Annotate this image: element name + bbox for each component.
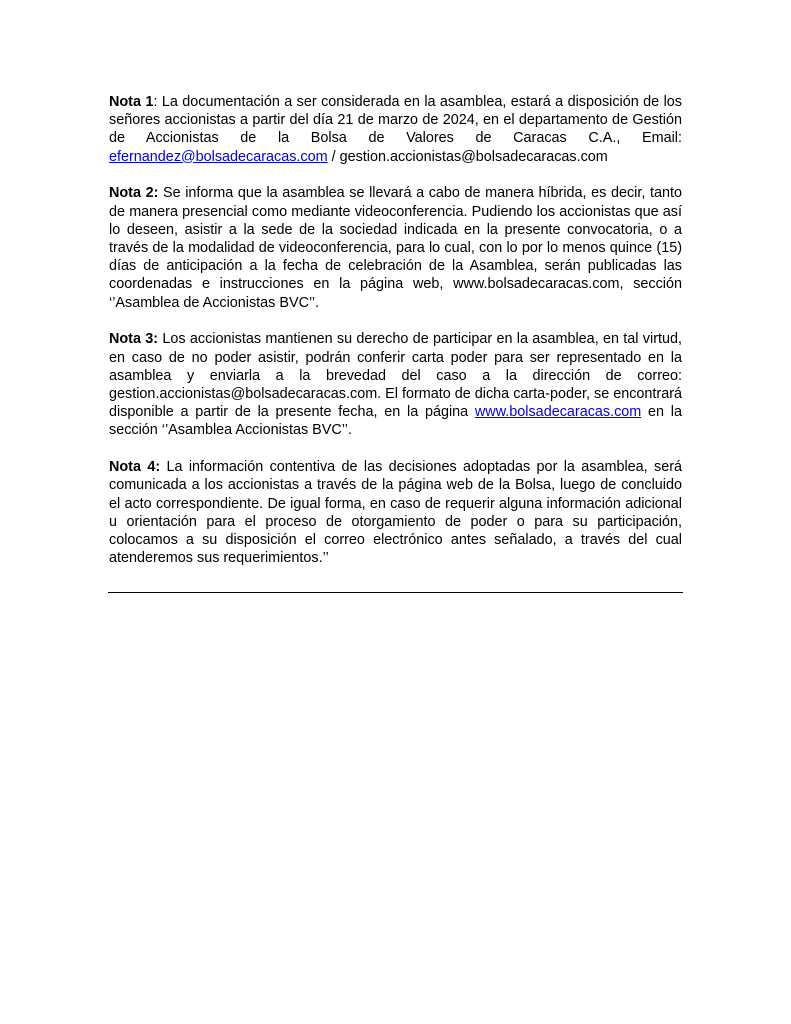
note-2-label: Nota 2:: [109, 185, 159, 202]
email-link[interactable]: efernandez@bolsadecaracas.com: [109, 148, 328, 165]
note-3-text: Los accionistas mantienen su derecho de participar en la asamblea, en tal virtud, en caso de no poder asistir, podrán conferir carta poder para ser representado en la asamblea y enviarla a la brevedad del caso a la dirección de correo: gestion.accionistas@bolsadecaracas.com. El formato de dicha carta-poder, se encontrará disponible a partir de la presente fecha, en la página: [109, 331, 682, 421]
note-3-text-end: en la sección ‘’Asamblea Accionistas BVC’’.: [109, 404, 682, 439]
note-1-text-end: / gestion.accionistas@bolsadecaracas.com: [327, 148, 608, 165]
note-1: [109, 93, 682, 166]
horizontal-rule: [108, 592, 683, 593]
note-3-label: Nota 3:: [109, 331, 159, 348]
note-4-label: Nota 4:: [109, 459, 161, 476]
note-1-text: : La documentación a ser considerada en la asamblea, estará a disposición de los señores accionistas a partir del día 21 de marzo de 2024, en el departamento de Gestión de Accionistas de la Bolsa de Valores de Caracas C.A., Email:: [109, 94, 682, 147]
note-3: [109, 330, 682, 439]
note-2-text: Se informa que la asamblea se llevará a cabo de manera híbrida, es decir, tanto de manera presencial como mediante videoconferencia. Pudiendo los accionistas que así lo deseen, asistir a la sede de la sociedad indicada en la presente convocatoria, o a través de la modalidad de videoconferencia, para lo cual, con lo por lo menos quince (15) días de anticipación a la fecha de celebración de la Asamblea, serán publicadas las coordenadas e instrucciones en la página web, www.bolsadecaracas.com, sección ‘’Asamblea de Accionistas BVC’’.: [109, 185, 682, 311]
notes-section: [109, 93, 682, 586]
website-link[interactable]: www.bolsadecaracas.com: [474, 404, 642, 421]
note-4: [109, 458, 682, 567]
note-2: [109, 184, 682, 311]
note-4-text: La información contentiva de las decisiones adoptadas por la asamblea, será comunicada a los accionistas a través de la página web de la Bolsa, luego de concluido el acto correspondiente. De igual forma, en caso de requerir alguna información adicional u orientación para el proceso de otorgamiento de poder o para su participación, colocamos a su disposición el correo electrónico antes señalado, a través del cual atenderemos sus requerimientos.’’: [109, 459, 683, 567]
note-1-label: Nota 1: [109, 94, 154, 110]
